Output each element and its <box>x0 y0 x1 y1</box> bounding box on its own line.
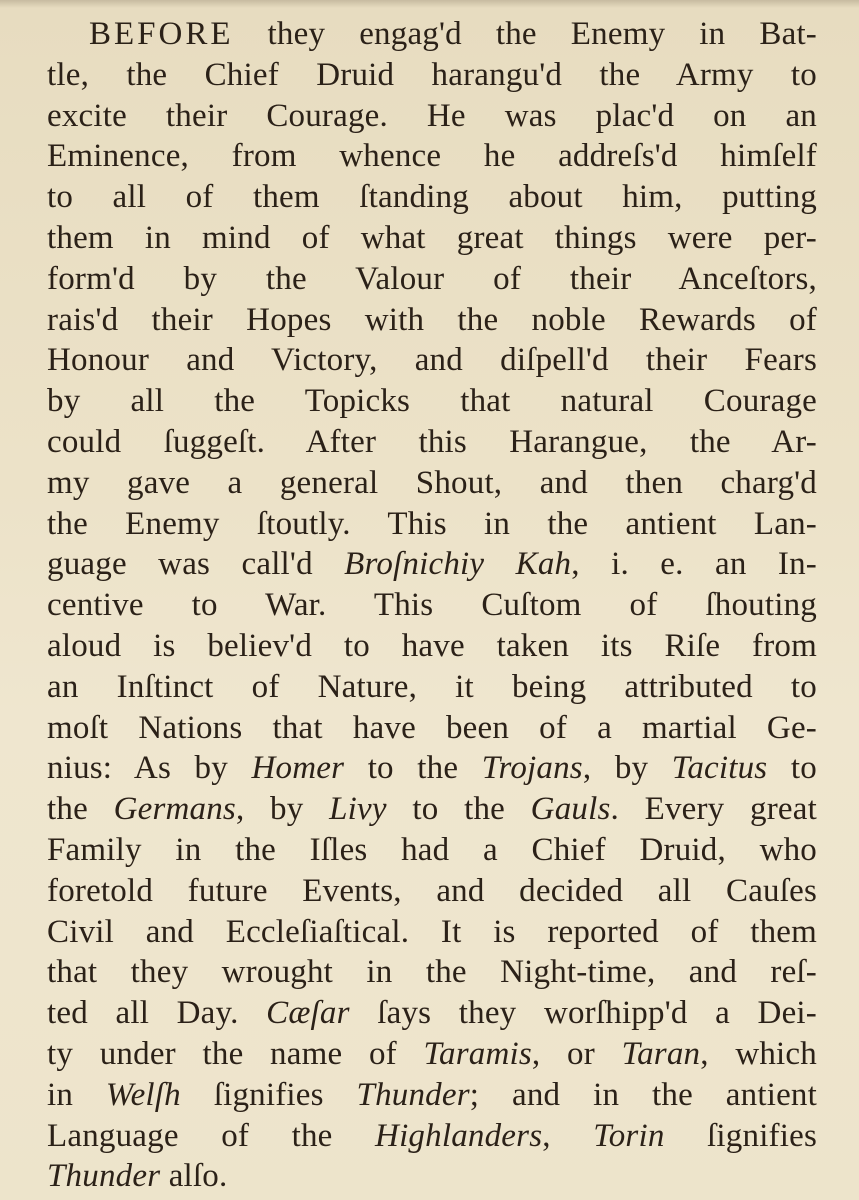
text-line: Eminence, from whence he addreſs'd himſelf <box>47 138 817 175</box>
text-line: nius: As by Homer to the Trojans, by Tacitus to <box>47 750 817 787</box>
text-line: centive to War. This Cuſtom of ſhouting <box>47 587 817 624</box>
text-line: by all the Topicks that natural Courage <box>47 383 817 420</box>
text-line: aloud is believ'd to have taken its Riſe from <box>47 627 817 664</box>
body-text <box>47 14 817 1197</box>
text-line: Language of the Highlanders, Torin ſignifies <box>47 1117 818 1154</box>
text-line: that they wrought in the Night-time, and reſ- <box>47 954 817 991</box>
text-line: the Enemy ſtoutly. This in the antient Lan- <box>47 505 817 542</box>
text-line: foretold future Events, and decided all Cauſes <box>47 872 817 909</box>
text-line: my gave a general Shout, and then charg'd <box>47 464 817 501</box>
text-line: in Welſh ſignifies Thunder; and in the antient <box>47 1076 817 1113</box>
text-line: could ſuggeſt. After this Harangue, the Ar- <box>47 423 817 460</box>
text-line: the Germans, by Livy to the Gauls. Every great <box>47 791 817 828</box>
text-line: to all of them ſtanding about him, putting <box>47 179 817 216</box>
text-line: moſt Nations that have been of a martial Ge- <box>47 709 817 746</box>
text-line: ty under the name of Taramis, or Taran, which <box>47 1035 817 1072</box>
text-line: tle, the Chief Druid harangu'd the Army to <box>47 56 817 93</box>
text-line: rais'd their Hopes with the noble Rewards of <box>47 301 817 338</box>
text-line: BEFORE they engag'd the Enemy in Bat- <box>89 16 817 52</box>
text-line: an Inſtinct of Nature, it being attributed to <box>47 668 817 705</box>
text-line: Thunder alſo. <box>47 1158 228 1195</box>
text-line: guage was call'd Broſnichiy Kah, i. e. an In- <box>47 546 817 583</box>
previous-line-bleed <box>0 0 859 8</box>
text-line: ted all Day. Cæſar ſays they worſhipp'd a Dei- <box>47 995 817 1032</box>
text-line: Family in the Iſles had a Chief Druid, who <box>47 831 817 868</box>
text-line: Civil and Eccleſiaſtical. It is reported of them <box>47 913 817 950</box>
text-line: them in mind of what great things were per- <box>47 219 817 256</box>
text-line: Honour and Victory, and diſpell'd their Fears <box>47 342 817 379</box>
text-line: excite their Courage. He was plac'd on an <box>47 97 817 134</box>
text-line: form'd by the Valour of their Anceſtors, <box>47 260 817 297</box>
